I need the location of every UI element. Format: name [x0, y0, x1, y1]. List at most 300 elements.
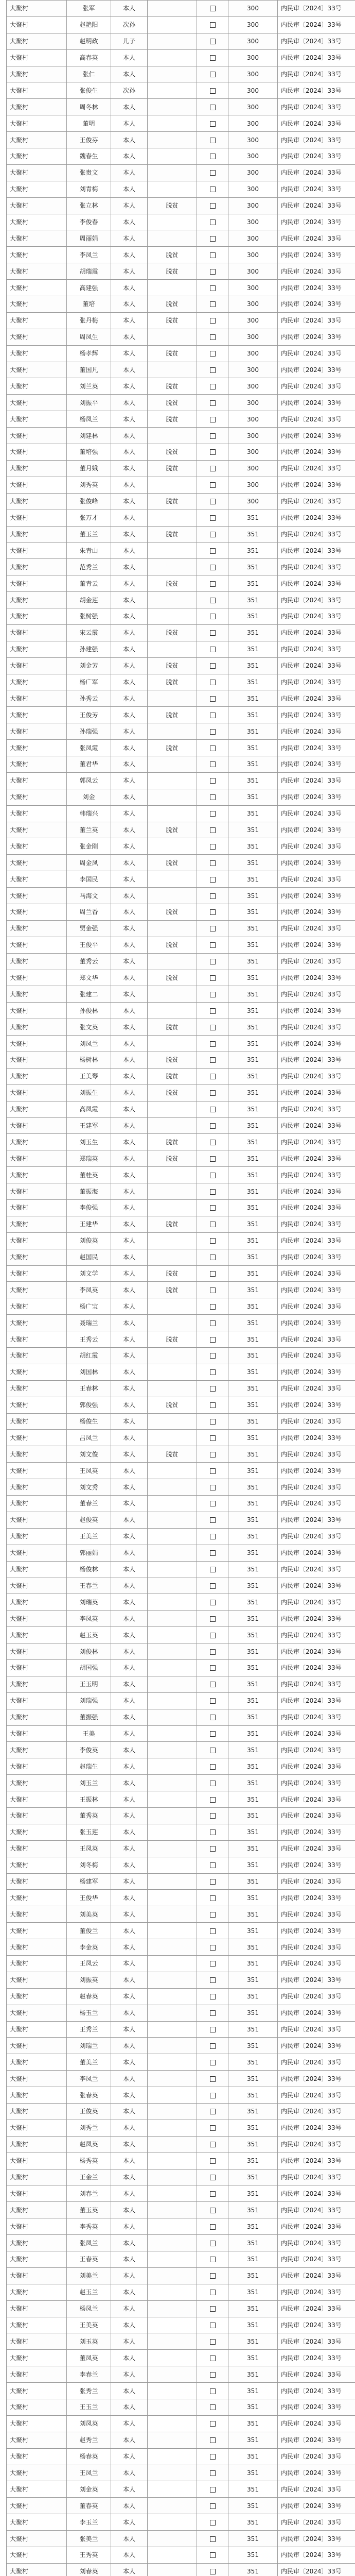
name-text: 吕凤兰	[79, 1434, 98, 1442]
table-row	[7, 608, 355, 624]
amount-text: 351	[247, 547, 259, 554]
village-cell	[7, 1232, 67, 1249]
name-cell	[67, 1068, 111, 1084]
document-text: 内民审〔2024〕33号	[281, 1138, 342, 1146]
document-text: 内民审〔2024〕33号	[281, 267, 342, 275]
village-text: 大聚村	[10, 1877, 29, 1885]
checkbox-icon	[210, 893, 216, 899]
checkbox-icon	[210, 2454, 216, 2460]
document-text: 内民审〔2024〕33号	[281, 2141, 342, 2148]
village-cell	[7, 1003, 67, 1019]
document-cell	[278, 1709, 355, 1725]
document-cell	[278, 1232, 355, 1249]
relation-cell	[111, 49, 148, 66]
name-cell	[67, 2432, 111, 2448]
amount-cell	[228, 1364, 278, 1380]
table-row	[7, 2333, 355, 2350]
amount-text: 351	[247, 1171, 259, 1179]
relation-cell	[111, 1643, 148, 1660]
document-cell	[278, 2054, 355, 2071]
amount-cell	[228, 543, 278, 559]
table-row	[7, 1183, 355, 1200]
amount-cell	[228, 1775, 278, 1791]
status-cell	[148, 345, 197, 362]
village-text: 大聚村	[10, 1286, 29, 1294]
amount-text: 351	[247, 2042, 259, 2049]
village-text: 大聚村	[10, 2108, 29, 2115]
name-cell	[67, 1052, 111, 1069]
name-text: 高建强	[79, 284, 98, 292]
village-text: 大聚村	[10, 1155, 29, 1162]
amount-text: 351	[247, 1845, 259, 1853]
name-cell	[67, 1709, 111, 1725]
status-cell	[148, 1397, 197, 1413]
amount-text: 351	[247, 662, 259, 670]
checkbox-cell	[197, 1709, 228, 1725]
checkbox-icon	[210, 2010, 216, 2016]
checkbox-icon	[210, 713, 216, 718]
relation-text: 本人	[122, 2157, 135, 2165]
village-text: 大聚村	[10, 1566, 29, 1573]
name-cell	[67, 543, 111, 559]
name-cell	[67, 1659, 111, 1676]
status-cell	[148, 986, 197, 1003]
relation-cell	[111, 805, 148, 822]
table-row	[7, 1446, 355, 1463]
name-text: 张立林	[79, 202, 98, 210]
checkbox-cell	[197, 329, 228, 345]
document-cell	[278, 329, 355, 345]
name-text: 张金刚	[79, 842, 98, 850]
document-text: 内民审〔2024〕33号	[281, 1335, 342, 1343]
relation-text: 本人	[122, 1746, 135, 1754]
relation-cell	[111, 2202, 148, 2218]
relation-cell	[111, 230, 148, 247]
relation-cell	[111, 772, 148, 789]
amount-text: 351	[247, 1976, 259, 1984]
document-text: 内民审〔2024〕33号	[281, 662, 342, 670]
name-cell	[67, 2235, 111, 2251]
amount-text: 351	[247, 2075, 259, 2082]
amount-text: 300	[247, 136, 259, 144]
document-cell	[278, 1134, 355, 1150]
amount-cell	[228, 510, 278, 526]
status-cell	[148, 2169, 197, 2185]
amount-text: 351	[247, 2321, 259, 2329]
name-text: 董国凡	[79, 366, 98, 374]
amount-text: 351	[247, 875, 259, 883]
table-row	[7, 115, 355, 132]
status-text: 脱贫	[166, 1056, 179, 1064]
document-cell	[278, 1496, 355, 1512]
village-cell	[7, 543, 67, 559]
amount-cell	[228, 1972, 278, 1988]
table-row	[7, 1676, 355, 1692]
checkbox-cell	[197, 1150, 228, 1167]
document-text: 内民审〔2024〕33号	[281, 1730, 342, 1737]
table-row	[7, 937, 355, 953]
document-cell	[278, 888, 355, 904]
relation-text: 本人	[122, 382, 135, 390]
village-text: 大聚村	[10, 1270, 29, 1278]
village-text: 大聚村	[10, 678, 29, 686]
document-cell	[278, 510, 355, 526]
amount-cell	[228, 986, 278, 1003]
amount-cell	[228, 493, 278, 510]
village-cell	[7, 1446, 67, 1463]
status-cell	[148, 1348, 197, 1364]
checkbox-cell	[197, 444, 228, 461]
relation-text: 本人	[122, 2091, 135, 2099]
checkbox-icon	[210, 2191, 216, 2197]
village-text: 大聚村	[10, 1106, 29, 1113]
relation-cell	[111, 1446, 148, 1463]
document-text: 内民审〔2024〕33号	[281, 1467, 342, 1475]
amount-cell	[228, 1578, 278, 1594]
document-cell	[278, 1627, 355, 1643]
relation-cell	[111, 1003, 148, 1019]
amount-cell	[228, 1216, 278, 1232]
checkbox-cell	[197, 1019, 228, 1036]
amount-text: 351	[247, 2272, 259, 2280]
village-cell	[7, 1972, 67, 1988]
name-cell	[67, 411, 111, 428]
table-row	[7, 1364, 355, 1380]
table-row	[7, 1397, 355, 1413]
table-row	[7, 1348, 355, 1364]
relation-cell	[111, 1331, 148, 1348]
name-text: 张军	[82, 5, 95, 12]
relation-text: 本人	[122, 760, 135, 768]
name-cell	[67, 920, 111, 937]
name-cell	[67, 1167, 111, 1183]
name-text: 赵艳阳	[79, 21, 98, 29]
village-cell	[7, 1692, 67, 1709]
checkbox-cell	[197, 82, 228, 99]
amount-cell	[228, 99, 278, 115]
status-cell	[148, 920, 197, 937]
name-text: 刘振英	[79, 1976, 98, 1984]
village-text: 大聚村	[10, 1056, 29, 1064]
amount-text: 351	[247, 1779, 259, 1787]
name-cell	[67, 1545, 111, 1561]
name-text: 周兰香	[79, 908, 98, 916]
relation-text: 本人	[122, 185, 135, 193]
relation-cell	[111, 444, 148, 461]
name-cell	[67, 723, 111, 740]
checkbox-icon	[210, 2043, 216, 2049]
relation-cell	[111, 1775, 148, 1791]
amount-cell	[228, 247, 278, 263]
village-text: 大聚村	[10, 777, 29, 785]
document-text: 内民审〔2024〕33号	[281, 2009, 342, 2017]
relation-cell	[111, 1019, 148, 1036]
name-cell	[67, 2448, 111, 2465]
name-text: 张凤霞	[79, 744, 98, 752]
relation-text: 本人	[122, 580, 135, 587]
name-cell	[67, 1988, 111, 2005]
amount-text: 351	[247, 613, 259, 620]
status-cell	[148, 1611, 197, 1627]
table-row	[7, 2481, 355, 2498]
relation-text: 本人	[122, 892, 135, 900]
checkbox-icon	[210, 2388, 216, 2394]
amount-text: 351	[247, 1056, 259, 1064]
relation-text: 本人	[122, 1779, 135, 1787]
village-cell	[7, 2547, 67, 2564]
relation-text: 本人	[122, 1204, 135, 1212]
status-cell	[148, 99, 197, 115]
status-cell	[148, 559, 197, 575]
village-text: 大聚村	[10, 1943, 29, 1951]
village-cell	[7, 2498, 67, 2514]
name-cell	[67, 2136, 111, 2153]
village-text: 大聚村	[10, 2403, 29, 2411]
status-cell	[148, 2054, 197, 2071]
name-text: 王秀云	[79, 1335, 98, 1343]
village-text: 大聚村	[10, 694, 29, 702]
name-text: 胡红霞	[79, 1352, 98, 1360]
relation-cell	[111, 1955, 148, 1972]
name-text: 王俊芳	[79, 711, 98, 719]
relation-text: 本人	[122, 1352, 135, 1360]
checkbox-cell	[197, 1282, 228, 1298]
table-row	[7, 477, 355, 493]
village-text: 大聚村	[10, 2321, 29, 2329]
table-row	[7, 1709, 355, 1725]
status-cell	[148, 1676, 197, 1692]
name-text: 杨春英	[79, 2453, 98, 2461]
document-cell	[278, 772, 355, 789]
checkbox-icon	[210, 334, 216, 340]
name-text: 张玉莲	[79, 1828, 98, 1836]
amount-text: 300	[247, 415, 259, 423]
name-text: 张万才	[79, 514, 98, 522]
checkbox-icon	[210, 1715, 216, 1720]
name-text: 刘俊英	[79, 1237, 98, 1245]
document-text: 内民审〔2024〕33号	[281, 1352, 342, 1360]
name-cell	[67, 197, 111, 214]
amount-cell	[228, 329, 278, 345]
village-text: 大聚村	[10, 1385, 29, 1393]
relation-cell	[111, 1249, 148, 1265]
status-cell	[148, 1463, 197, 1479]
name-cell	[67, 49, 111, 66]
table-row	[7, 1479, 355, 1496]
village-cell	[7, 2136, 67, 2153]
relation-cell	[111, 559, 148, 575]
document-cell	[278, 1906, 355, 1923]
amount-cell	[228, 214, 278, 230]
document-text: 内民审〔2024〕33号	[281, 1910, 342, 1918]
name-text: 赵瑞生	[79, 1762, 98, 1770]
relation-cell	[111, 1676, 148, 1692]
village-cell	[7, 2448, 67, 2465]
name-text: 刘瑞兰	[79, 2042, 98, 2049]
checkbox-icon	[210, 285, 216, 291]
status-cell	[148, 2531, 197, 2547]
village-text: 大聚村	[10, 2305, 29, 2313]
relation-text: 本人	[122, 1927, 135, 1935]
checkbox-icon	[210, 975, 216, 981]
checkbox-icon	[210, 2323, 216, 2328]
relation-cell	[111, 477, 148, 493]
checkbox-cell	[197, 543, 228, 559]
status-text: 脱贫	[166, 1401, 179, 1409]
name-cell	[67, 1923, 111, 1939]
checkbox-icon	[210, 1797, 216, 1803]
relation-text: 本人	[122, 218, 135, 226]
table-row	[7, 378, 355, 395]
status-cell	[148, 2267, 197, 2284]
document-cell	[278, 2366, 355, 2383]
amount-text: 300	[247, 21, 259, 29]
document-text: 内民审〔2024〕33号	[281, 1828, 342, 1836]
village-cell	[7, 66, 67, 82]
document-cell	[278, 1725, 355, 1742]
checkbox-cell	[197, 2202, 228, 2218]
amount-text: 300	[247, 202, 259, 210]
table-row	[7, 1068, 355, 1084]
village-text: 大聚村	[10, 875, 29, 883]
table-row	[7, 1528, 355, 1545]
village-text: 大聚村	[10, 530, 29, 538]
status-cell	[148, 493, 197, 510]
amount-text: 351	[247, 760, 259, 768]
village-cell	[7, 1824, 67, 1840]
name-text: 王美英	[79, 2321, 98, 2329]
amount-cell	[228, 115, 278, 132]
relation-text: 本人	[122, 2485, 135, 2493]
name-text: 董玉兰	[79, 530, 98, 538]
relation-cell	[111, 740, 148, 756]
document-cell	[278, 1282, 355, 1298]
status-text: 脱贫	[166, 300, 179, 308]
checkbox-cell	[197, 822, 228, 838]
table-row	[7, 1972, 355, 1988]
relation-cell	[111, 2350, 148, 2366]
checkbox-icon	[210, 2093, 216, 2098]
document-text: 内民审〔2024〕33号	[281, 1434, 342, 1442]
village-cell	[7, 1496, 67, 1512]
name-cell	[67, 904, 111, 920]
document-text: 内民审〔2024〕33号	[281, 2206, 342, 2214]
status-cell	[148, 871, 197, 888]
village-cell	[7, 1315, 67, 1331]
status-text: 脱贫	[166, 448, 179, 456]
amount-cell	[228, 132, 278, 148]
name-cell	[67, 1364, 111, 1380]
document-cell	[278, 1167, 355, 1183]
amount-cell	[228, 428, 278, 444]
village-cell	[7, 280, 67, 296]
name-text: 郭凤云	[79, 777, 98, 785]
checkbox-cell	[197, 2399, 228, 2416]
checkbox-cell	[197, 280, 228, 296]
relation-text: 本人	[122, 547, 135, 554]
status-cell	[148, 805, 197, 822]
checkbox-icon	[210, 1583, 216, 1589]
document-cell	[278, 2185, 355, 2202]
amount-cell	[228, 1036, 278, 1052]
amount-cell	[228, 740, 278, 756]
checkbox-icon	[210, 827, 216, 833]
status-cell	[148, 1315, 197, 1331]
name-text: 董春兰	[79, 1500, 98, 1507]
village-cell	[7, 1036, 67, 1052]
amount-text: 351	[247, 1960, 259, 1968]
village-cell	[7, 2202, 67, 2218]
name-text: 杨孝辉	[79, 350, 98, 358]
relation-text: 本人	[122, 1171, 135, 1179]
relation-text: 本人	[122, 1221, 135, 1228]
checkbox-icon	[210, 449, 216, 455]
relation-cell	[111, 2235, 148, 2251]
table-row	[7, 82, 355, 99]
village-cell	[7, 329, 67, 345]
village-text: 大聚村	[10, 941, 29, 949]
amount-cell	[228, 1413, 278, 1430]
table-row	[7, 1857, 355, 1873]
document-cell	[278, 1117, 355, 1134]
name-cell	[67, 1463, 111, 1479]
name-cell	[67, 493, 111, 510]
document-text: 内民审〔2024〕33号	[281, 2436, 342, 2444]
table-row	[7, 263, 355, 280]
village-cell	[7, 1331, 67, 1348]
relation-text: 本人	[122, 1533, 135, 1540]
document-cell	[278, 362, 355, 378]
name-text: 赵秀兰	[79, 2436, 98, 2444]
amount-text: 300	[247, 152, 259, 160]
relation-text: 本人	[122, 1237, 135, 1245]
status-cell	[148, 460, 197, 477]
document-cell	[278, 920, 355, 937]
village-text: 大聚村	[10, 169, 29, 177]
checkbox-cell	[197, 148, 228, 165]
name-cell	[67, 1972, 111, 1988]
document-cell	[278, 2005, 355, 2021]
village-text: 大聚村	[10, 1631, 29, 1639]
checkbox-cell	[197, 1611, 228, 1627]
document-text: 内民审〔2024〕33号	[281, 2239, 342, 2247]
checkbox-icon	[210, 2306, 216, 2312]
amount-text: 300	[247, 366, 259, 374]
name-cell	[67, 1265, 111, 1282]
name-text: 王俊英	[79, 2108, 98, 2115]
amount-cell	[228, 362, 278, 378]
amount-cell	[228, 82, 278, 99]
document-text: 内民审〔2024〕33号	[281, 152, 342, 160]
document-text: 内民审〔2024〕33号	[281, 2469, 342, 2477]
relation-cell	[111, 132, 148, 148]
document-cell	[278, 115, 355, 132]
table-row	[7, 2104, 355, 2120]
checkbox-cell	[197, 460, 228, 477]
amount-cell	[228, 888, 278, 904]
checkbox-cell	[197, 1939, 228, 1956]
checkbox-icon	[210, 1879, 216, 1885]
document-text: 内民审〔2024〕33号	[281, 1762, 342, 1770]
status-cell	[148, 1528, 197, 1545]
checkbox-icon	[210, 1287, 216, 1293]
name-cell	[67, 395, 111, 411]
status-cell	[148, 1742, 197, 1758]
document-cell	[278, 805, 355, 822]
name-cell	[67, 1084, 111, 1101]
checkbox-icon	[210, 236, 216, 242]
relation-cell	[111, 1659, 148, 1676]
